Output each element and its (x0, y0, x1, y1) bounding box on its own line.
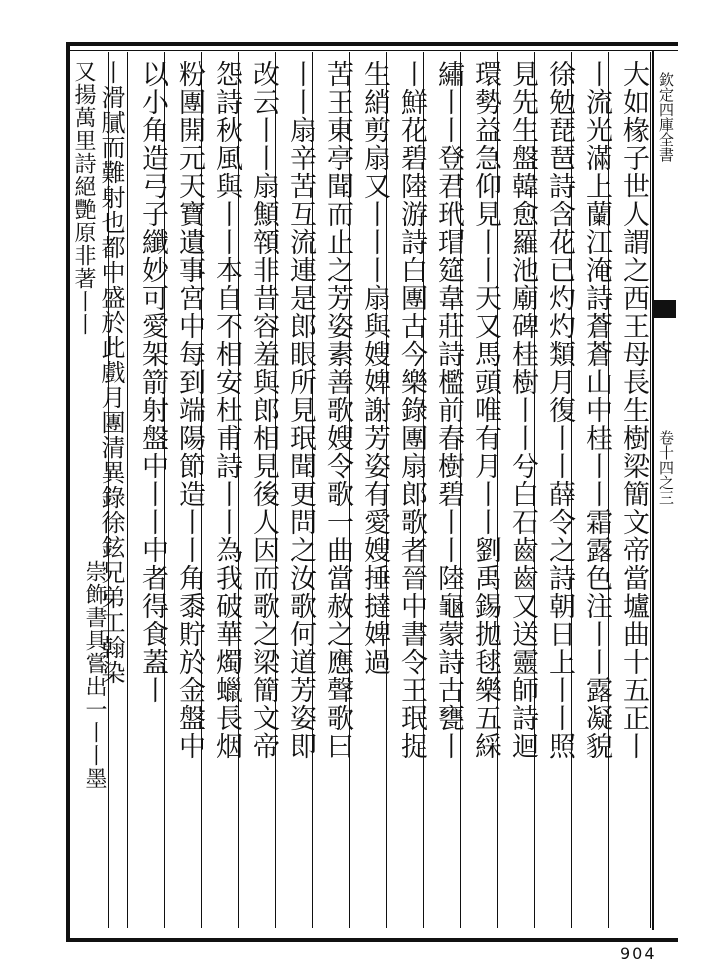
text-column: 生綃剪扇又丨丨丨扇與嫂婢謝芳姿有愛嫂捶撻婢過 (359, 60, 390, 676)
text-column: 丨滑膩而難射也都中盛於此戲月團清異錄徐鉉兄弟工翰染 (97, 60, 125, 685)
text-column: 又揚萬里詩絕艷原非著丨丨 (71, 60, 96, 336)
volume-label: 卷十四之三 (657, 430, 675, 505)
margin-strip (652, 50, 678, 930)
fishtail-mark (652, 300, 676, 318)
text-column: 怨詩秋風與丨丨本自不相安杜甫詩丨丨為我破華燭蠟長烟 (211, 60, 242, 760)
text-column: 崇飾書具嘗出一丨丨墨 (82, 560, 107, 790)
page-number: 904 (620, 944, 657, 963)
text-column: 粉團開元天寶遺事宮中每到端陽節造丨丨角黍貯於金盤中 (174, 60, 205, 760)
text-column: 改云丨丨扇顦顇非昔容羞與郎相見後人因而歌之梁簡文帝 (248, 60, 279, 760)
text-column: 以小角造弓子纖妙可愛架箭射盤中丨丨中者得食蓋丨 (137, 60, 168, 704)
text-column: 見先生盤韓愈羅池廟碑桂樹丨丨兮白石齒齒又送靈師詩迴 (507, 60, 538, 760)
text-column: 環勢益急仰見丨丨天又馬頭唯有月丨丨劉禹錫拋毬樂五綵 (470, 60, 501, 760)
text-column: 大如椽子世人謂之西王母長生樹梁簡文帝當壚曲十五正丨 (618, 60, 649, 760)
text-column: 丨丨扇辛苦互流連是郎眼所見珉聞更問之汝歌何道芳姿即 (285, 60, 316, 760)
text-column: 徐勉琵琶詩含花已灼灼類月復丨丨薛令之詩朝日上丨丨照 (544, 60, 575, 760)
book-label: 欽定四庫全書 (657, 72, 675, 162)
text-column: 苦王東亭聞而止之芳姿素善歌嫂令歌一曲當赦之應聲歌曰 (322, 60, 353, 760)
text-column: 丨鮮花碧陸游詩白團古今樂錄團扇郎歌者晉中書令王珉捉 (396, 60, 427, 760)
text-column: 丨流光滿上蘭江淹詩蒼蒼山中桂丨丨霜露色注丨丨露凝貌 (581, 60, 612, 760)
text-column: 繡丨丨登君玳瑁筵韋莊詩檻前春樹碧丨丨陸龜蒙詩古甕丨 (433, 60, 464, 760)
